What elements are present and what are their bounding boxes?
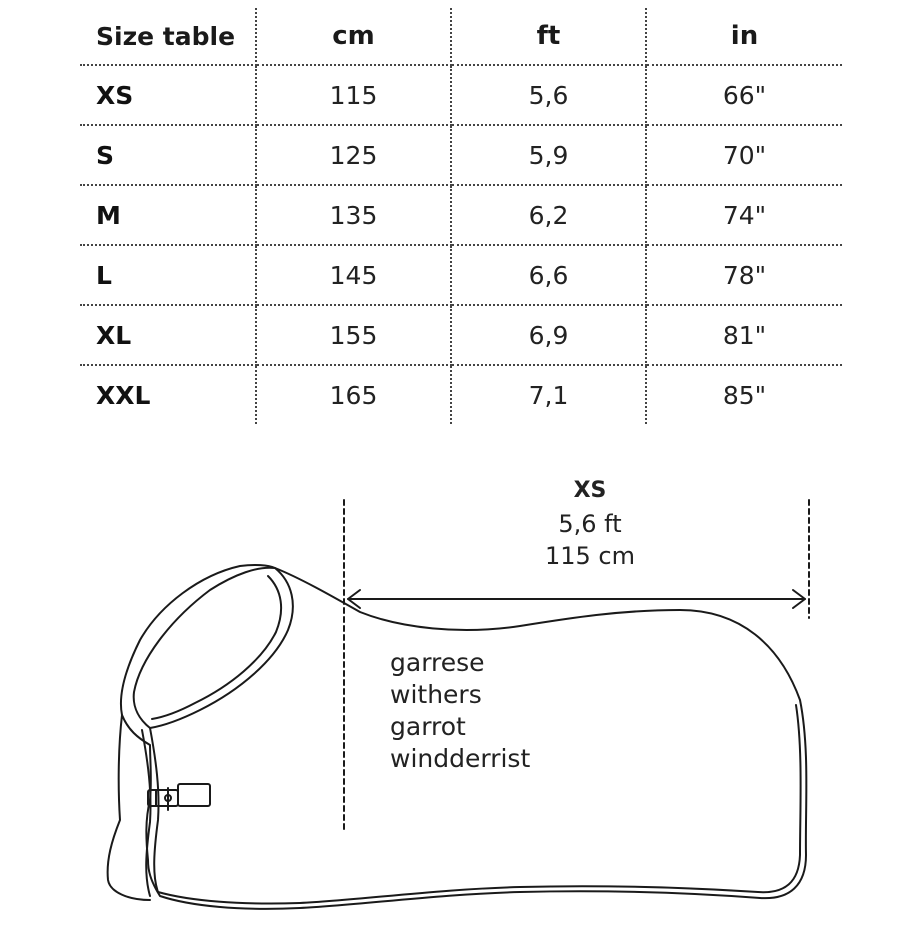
column-header-cm: cm [256, 8, 451, 65]
measurement-size-label: XS [573, 478, 607, 503]
cm-value: 165 [256, 365, 451, 424]
table-row [80, 65, 842, 125]
in-value: 78" [646, 245, 842, 305]
in-value: 70" [646, 125, 842, 185]
table-row [80, 185, 842, 245]
table-row [80, 365, 842, 424]
table-header-row [80, 8, 842, 65]
table-title: Size table [80, 8, 256, 65]
blanket-diagram [0, 460, 920, 935]
measurement-arrow-icon [348, 590, 805, 608]
table-row [80, 245, 842, 305]
measurement-ft-label: 5,6 ft [558, 510, 622, 538]
term-french: garrot [390, 712, 466, 741]
column-header-ft: ft [451, 8, 646, 65]
ft-value: 6,9 [451, 305, 646, 365]
term-english: withers [390, 680, 482, 709]
size-label: XL [80, 305, 256, 365]
in-value: 74" [646, 185, 842, 245]
ft-value: 6,6 [451, 245, 646, 305]
ft-value: 5,6 [451, 65, 646, 125]
cm-value: 115 [256, 65, 451, 125]
cm-value: 135 [256, 185, 451, 245]
table-row [80, 125, 842, 185]
ft-value: 6,2 [451, 185, 646, 245]
cm-value: 155 [256, 305, 451, 365]
cm-value: 145 [256, 245, 451, 305]
withers-term-list [390, 647, 530, 775]
ft-value: 7,1 [451, 365, 646, 424]
term-dutch: windderrist [390, 744, 531, 773]
column-header-in: in [646, 8, 842, 65]
size-label: XXL [80, 365, 256, 424]
size-table [80, 8, 842, 424]
in-value: 81" [646, 305, 842, 365]
measurement-cm-label: 115 cm [544, 542, 635, 570]
table-row [80, 305, 842, 365]
size-label: M [80, 185, 256, 245]
in-value: 85" [722, 380, 767, 410]
term-italian: garrese [390, 648, 485, 677]
size-label: XS [80, 65, 256, 125]
cm-value: 125 [256, 125, 451, 185]
in-value: 66" [646, 65, 842, 125]
blanket-collar-outline [134, 568, 293, 728]
size-label: L [80, 245, 256, 305]
ft-value: 5,9 [451, 125, 646, 185]
blanket-collar-inner [152, 576, 281, 719]
size-label: S [80, 125, 256, 185]
